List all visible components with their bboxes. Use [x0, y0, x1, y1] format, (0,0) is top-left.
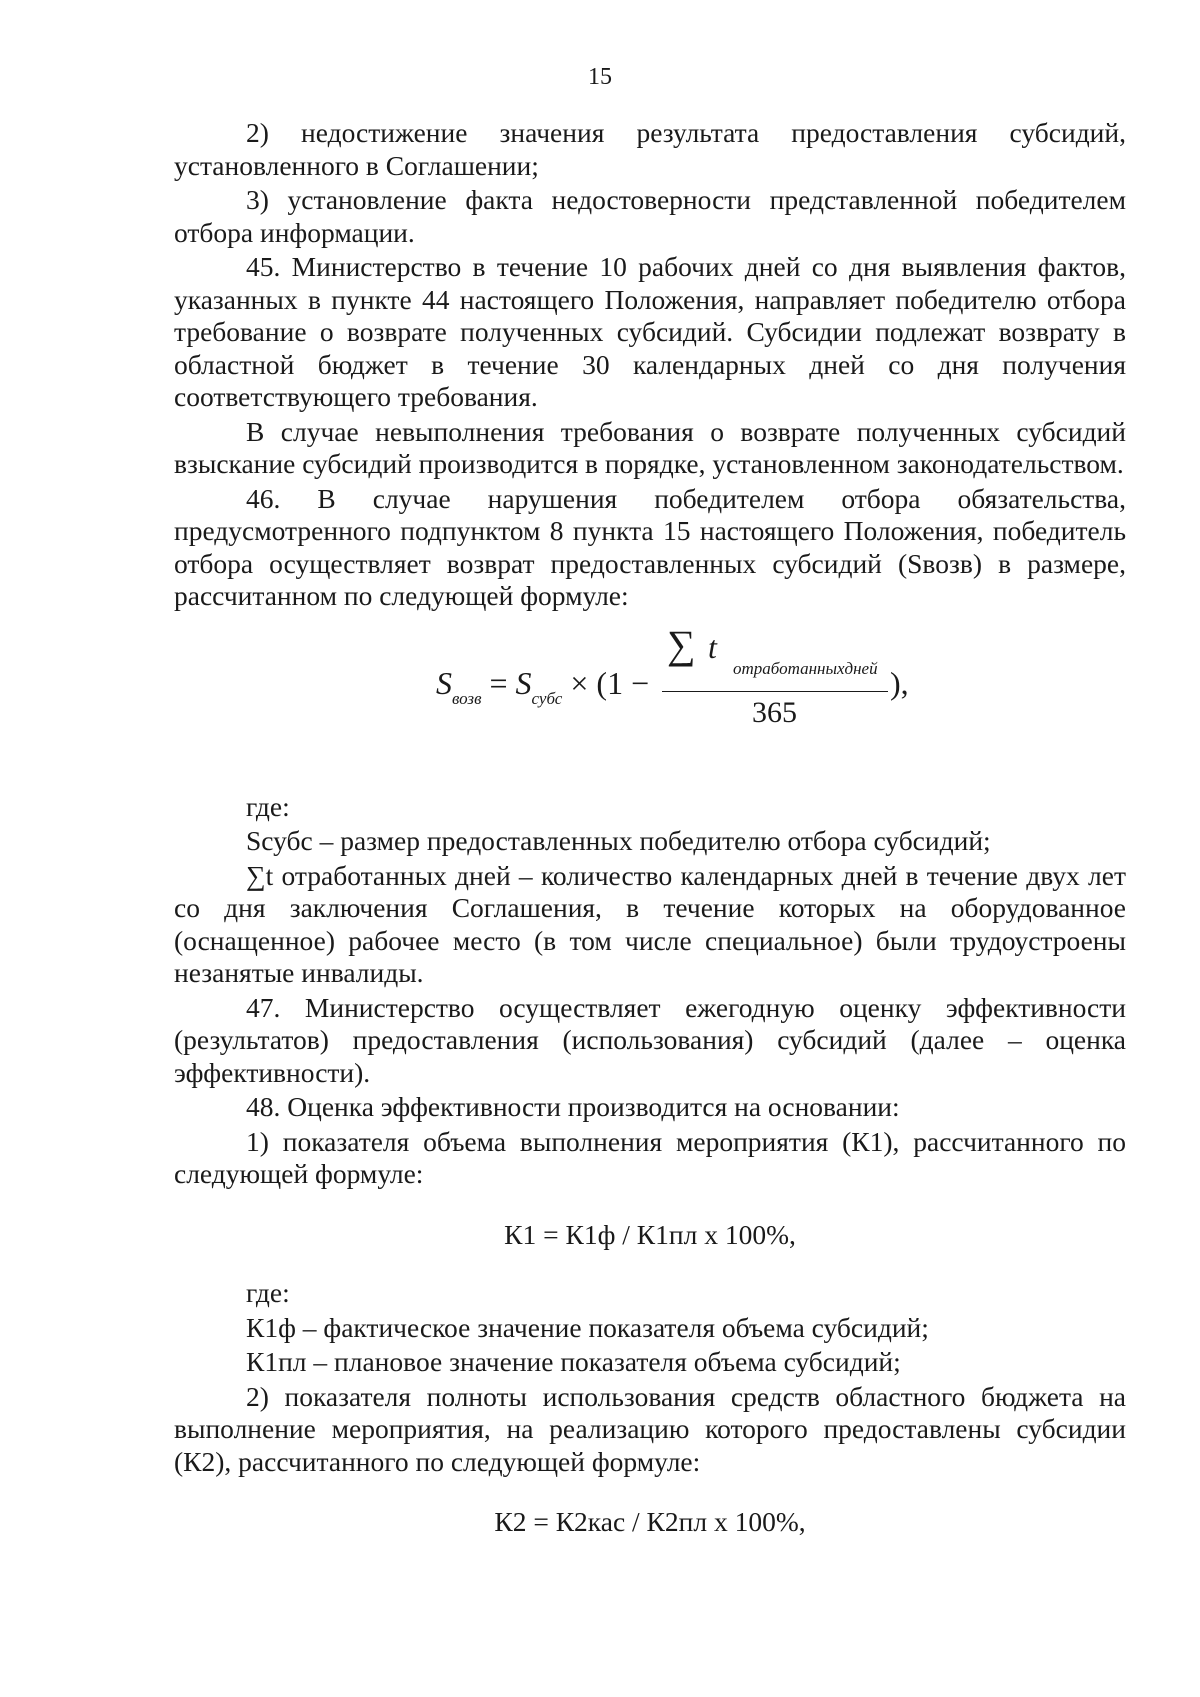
fraction-bar: [662, 691, 888, 692]
paragraph-46: 46. В случае нарушения победителем отбора обязательства, предусмотренного подпунктом 8 пункта 15 настоящего Положения, победитель отбора осуществляет возврат предоставленных субсидий (Sвозв) в размере, рассчитанном по следующей формуле:: [174, 482, 1126, 611]
formula-k1: К1 = К1ф / К1пл х 100%,: [504, 1218, 796, 1250]
definition-k1f: К1ф – фактическое значение показателя объема субсидий;: [246, 1311, 929, 1343]
paragraph-48: 48. Оценка эффективности производится на основании:: [246, 1091, 900, 1122]
definition-k1pl: К1пл – плановое значение показателя объема субсидий;: [246, 1346, 901, 1377]
formula-s2-symbol: S: [515, 664, 532, 701]
formula-fraction: [662, 621, 888, 729]
formula-sub-vozv: возв: [452, 688, 482, 708]
formula-numerator: [662, 621, 888, 689]
paragraph-item-3: 3) установление факта недостоверности представленной победителем отбора информации.: [174, 184, 1126, 248]
definition-s-subs: Sсубс – размер предоставленных победителю отбора субсидий;: [246, 825, 991, 856]
paragraph-45-continued: В случае невыполнения требования о возврате полученных субсидий взыскание субсидий производится в порядке, установленном законодательством.: [174, 415, 1126, 479]
formula-s-vozv: [174, 621, 1126, 777]
where-label: где:: [246, 790, 290, 822]
page-number: 15: [588, 64, 612, 90]
formula-k2: К2 = К2кас / К2пл х 100%,: [494, 1506, 806, 1537]
formula-denominator: 365: [752, 695, 797, 729]
paragraph-48-item-1: 1) показателя объема выполнения мероприятия (К1), рассчитанного по следующей формуле:: [174, 1125, 1126, 1189]
definition-sum-t: ∑t отработанных дней – количество календарных дней в течение двух лет со дня заключения Соглашения, в течение которых на оборудованное (оснащенное) рабочее место (в том числе специальное) были трудоустроены незанятые инвалиды.: [174, 859, 1126, 988]
formula-s-symbol: S: [436, 664, 452, 701]
paragraph-45: 45. Министерство в течение 10 рабочих дней со дня выявления фактов, указанных в пункте 44 настоящего Положения, направляет победителю отбора требование о возврате полученных субсидий. Субсидии подлежат возврату в областной бюджет в течение 30 календарных дней со дня получения соответствующего требования.: [174, 251, 1126, 412]
formula-t-symbol: t: [708, 628, 717, 665]
formula-close: ),: [890, 664, 909, 701]
formula-times-open: × (1 −: [562, 664, 650, 701]
paragraph-48-item-2: 2) показателя полноты использования средств областного бюджета на выполнение мероприятия, на реализацию которого предоставлены субсидии (К2), рассчитанного по следующей формуле:: [174, 1380, 1126, 1477]
paragraph-item-2: 2) недостижение значения результата предоставления субсидий, установленного в Соглашении;: [174, 117, 1126, 181]
formula-lhs: [436, 664, 650, 708]
formula-equals: =: [481, 664, 516, 701]
formula-sub-subs: субс: [531, 688, 563, 708]
sigma-symbol: ∑: [667, 621, 696, 667]
paragraph-47: 47. Министерство осуществляет ежегодную оценку эффективности (результатов) предоставления (использования) субсидий (далее – оценка эффективности).: [174, 991, 1126, 1088]
document-body: [174, 117, 1126, 1565]
where-label-2: где:: [246, 1277, 290, 1308]
formula-t-subscript: отработанныхдней: [733, 658, 878, 678]
